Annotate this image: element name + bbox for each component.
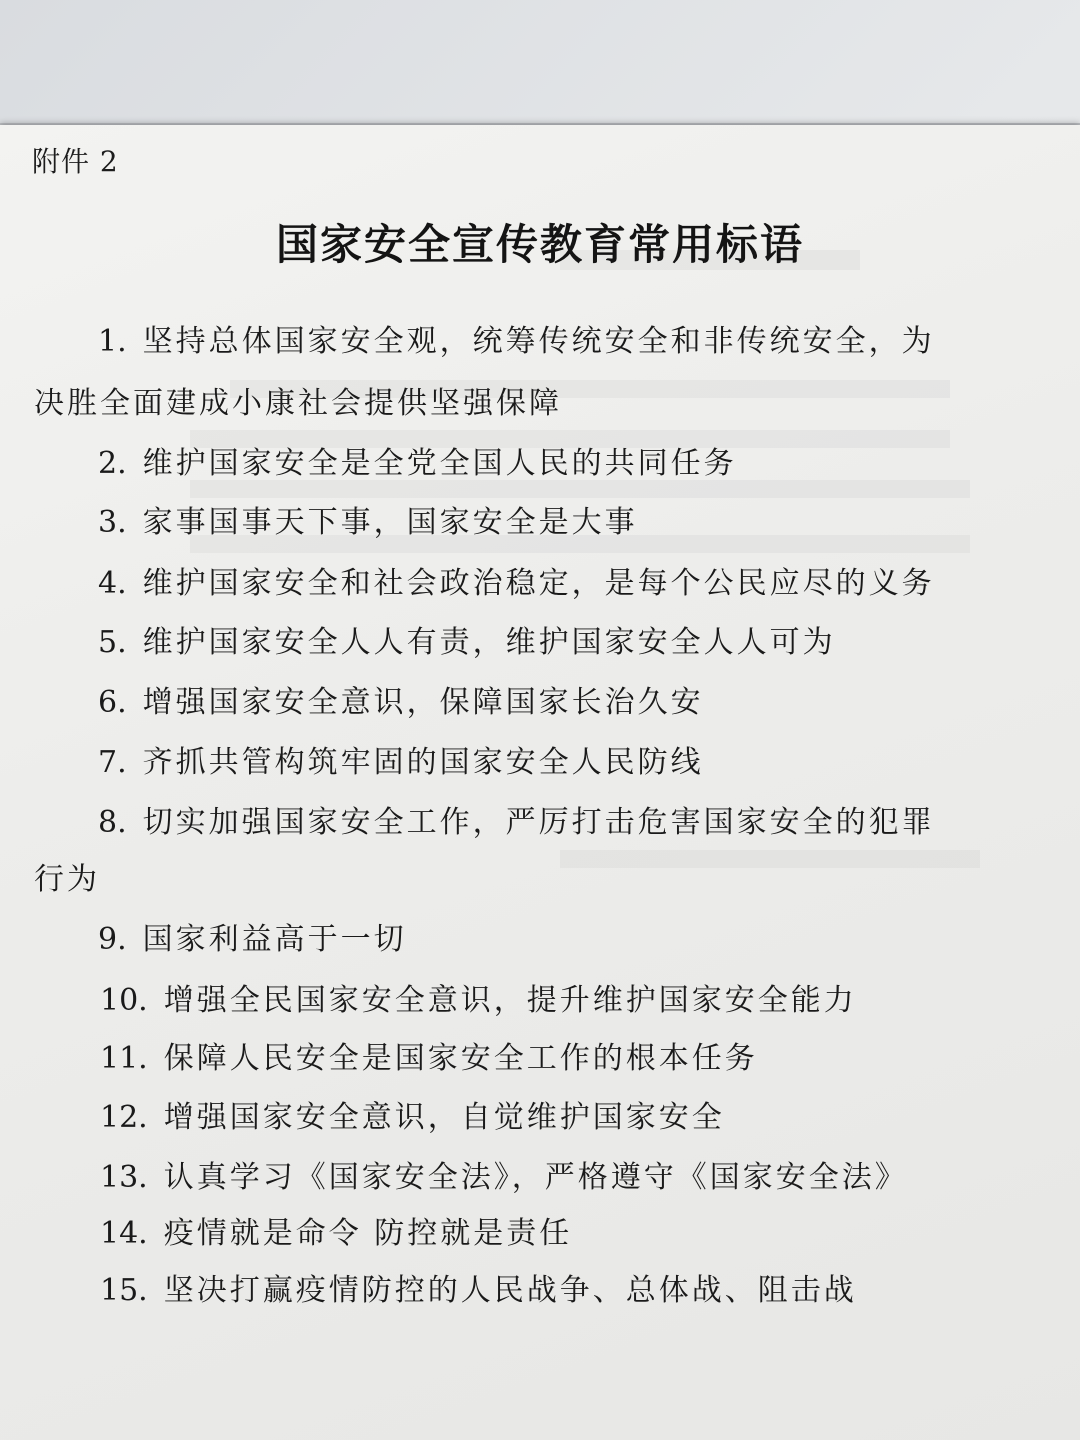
item-text: 切实加强国家安全工作，严厉打击危害国家安全的犯罪 (142, 805, 935, 840)
item-text: 增强国家安全意识，保障国家长治久安 (142, 685, 704, 720)
item-number: 6. (98, 685, 127, 720)
item-text: 坚决打赢疫情防控的人民战争、总体战、阻击战 (163, 1273, 857, 1308)
item-number: 11. (100, 1041, 148, 1076)
item-text: 维护国家安全人人有责，维护国家安全人人可为 (142, 625, 836, 660)
item-text: 维护国家安全和社会政治稳定，是每个公民应尽的义务 (142, 566, 935, 601)
item-text: 疫情就是命令 防控就是责任 (163, 1216, 573, 1251)
item-number: 9. (98, 922, 127, 957)
list-item (98, 316, 935, 360)
item-number: 10. (100, 983, 148, 1018)
item-number: 13. (100, 1160, 148, 1195)
item-continuation: 决胜全面建成小康社会提供坚强保障 (34, 386, 562, 421)
item-number: 3. (98, 505, 127, 540)
item-text: 维护国家安全是全党全国人民的共同任务 (142, 446, 737, 481)
item-number: 12. (100, 1100, 148, 1135)
item-text: 坚持总体国家安全观，统筹传统安全和非传统安全，为 (142, 324, 935, 359)
list-item (100, 1092, 725, 1136)
item-text: 认真学习《国家安全法》，严格遵守《国家安全法》 (163, 1160, 908, 1195)
item-text: 增强国家安全意识，自觉维护国家安全 (163, 1100, 725, 1135)
item-number: 1. (98, 324, 127, 359)
item-number: 8. (98, 805, 127, 840)
item-number: 5. (98, 625, 127, 660)
list-item (100, 975, 857, 1019)
list-item (98, 617, 836, 661)
item-number: 14. (100, 1216, 148, 1251)
item-number: 2. (98, 446, 127, 481)
item-number: 4. (98, 566, 127, 601)
list-item (100, 1208, 572, 1252)
annex-label: 附件 2 (32, 145, 119, 178)
document-title: 国家安全宣传教育常用标语 (275, 220, 804, 269)
list-item (100, 1265, 857, 1309)
item-text: 国家利益高于一切 (142, 922, 407, 957)
item-continuation: 行为 (34, 862, 100, 897)
list-item (98, 797, 935, 841)
list-item (98, 558, 935, 602)
item-number: 15. (100, 1273, 148, 1308)
list-item (98, 737, 704, 781)
list-item (98, 914, 407, 958)
item-number: 7. (98, 745, 127, 780)
list-item (98, 438, 737, 482)
item-text: 齐抓共管构筑牢固的国家安全人民防线 (142, 745, 704, 780)
list-item (100, 1033, 758, 1077)
list-item (98, 497, 638, 541)
list-item (100, 1152, 908, 1196)
list-item (98, 677, 704, 721)
show-through-texture (190, 480, 970, 498)
show-through-texture (560, 850, 980, 868)
item-text: 保障人民安全是国家安全工作的根本任务 (163, 1041, 758, 1076)
item-text: 家事国事天下事，国家安全是大事 (142, 505, 638, 540)
item-text: 增强全民国家安全意识，提升维护国家安全能力 (163, 983, 857, 1018)
